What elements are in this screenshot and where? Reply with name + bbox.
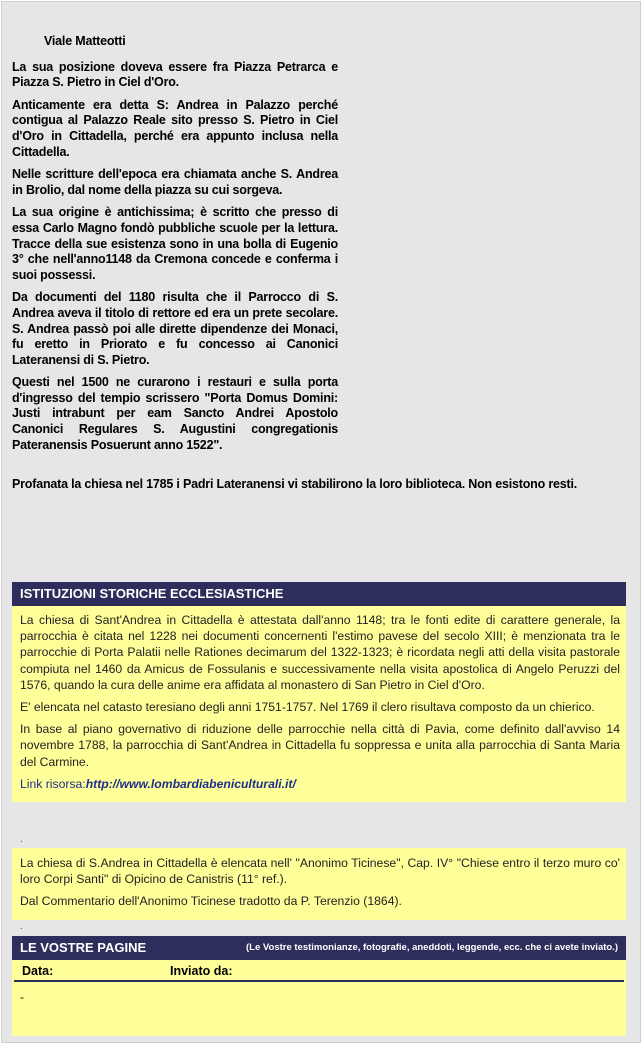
intro-paragraph: Nelle scritture dell'epoca era chiamata anche S. Andrea in Brolio, dal nome della piazza su cui sorgeva.	[12, 167, 338, 197]
intro-paragraph: La sua posizione doveva essere fra Piazza Petrarca e Piazza S. Pietro in Ciel d'Oro.	[12, 59, 338, 90]
istituzioni-header	[12, 582, 626, 606]
intro-paragraph: Da documenti del 1180 risulta che il Parrocco di S. Andrea aveva il titolo di rettore ed era un prete secolare. S. Andrea passò poi alle dirette dipendenze dei Monaci, fu eretto in Priorato e fu concesso ai Canonici Lateranensi di S. Pietro.	[12, 290, 338, 367]
istituzioni-paragraph: In base al piano governativo di riduzione delle parrocchie nella città di Pavia, come definito dall'avviso 14 novembre 1788, la parrocchia di Sant'Andrea in Cittadella fu soppressa e unita alla parrocchia di Santa Maria del Carmine.	[20, 722, 620, 769]
istituzioni-body	[12, 606, 626, 802]
anonimo-paragraph: La chiesa di S.Andrea in Cittadella è elencata nell' "Anonimo Ticinese", Cap. IV° "Chiese entro il terzo muro co' loro Corpi Santi" di Opicino de Canistris (11° ref.).	[20, 856, 620, 887]
intro-text	[12, 34, 338, 460]
anonimo-body	[12, 848, 626, 920]
column-inviato: Inviato da:	[170, 964, 233, 978]
istituzioni-paragraph: La chiesa di Sant'Andrea in Cittadella è attestata dall'anno 1148; tra le fonti edite di carattere generale, la parrocchia è citata nel 1228 nei documenti concernenti l'estimo pavese del secolo XIII; è menzionata tra le parrocchie di Porta Palatii nelle Rationes decimarum del 1322-1323; è ricordata negli atti della visita pastorale compiuta nel 1460 da Amicus de Fossulanis e successivamente nella visita apostolica di Angelo Peruzzi del 1576, quando la cura delle anime era affidata al monastero di San Pietro in Ciel d'Oro.	[20, 613, 620, 692]
pagine-note: (Le Vostre testimonianze, fotografie, aneddoti, leggende, ecc. che ci avete inviato.)	[246, 942, 618, 953]
istituzioni-box	[12, 582, 626, 802]
street-title: Viale Matteotti	[44, 34, 126, 48]
resource-link-label: Link risorsa:	[20, 776, 86, 791]
anonimo-box	[12, 848, 626, 920]
column-data: Data:	[22, 964, 54, 978]
separator-dot: .	[20, 834, 23, 845]
intro-paragraph: La sua origine è antichissima; è scritto che presso di essa Carlo Magno fondò pubbliche scuole per la lettura. Tracce della sue esistenza sono in una bolla di Eugenio 3° che nell'anno1148 da Cremona concede e conferma i suoi possessi.	[12, 205, 338, 282]
istituzioni-title: ISTITUZIONI STORICHE ECCLESIASTICHE	[20, 586, 284, 601]
pagine-title: LE VOSTRE PAGINE	[20, 940, 147, 955]
closing-paragraph: Profanata la chiesa nel 1785 i Padri Lateranensi vi stabilirono la loro biblioteca. Non esistono resti.	[12, 477, 577, 491]
pagine-columns	[14, 960, 624, 982]
istituzioni-paragraph: E' elencata nel catasto teresiano degli anni 1751-1757. Nel 1769 il clero risultava composto da un chierico.	[20, 700, 595, 715]
pagine-header	[12, 936, 626, 960]
resource-link[interactable]: http://www.lombardiabeniculturali.it/	[85, 776, 296, 791]
resource-link-line	[20, 776, 620, 792]
intro-paragraph: Anticamente era detta S: Andrea in Palazzo perché contigua al Palazzo Reale sito presso S. Pietro in Ciel d'Oro in Cittadella, perché era appunto inclusa nella Cittadella.	[12, 97, 338, 159]
separator-dot: .	[20, 921, 23, 932]
intro-paragraph: Questi nel 1500 ne curarono i restauri e sulla porta d'ingresso del tempio scrissero "Porta Domus Domini: Justi intrabunt per eam Sancto Andrei Apostolo Canonici Regulares S. Augustini congregationis Pateranensis Posuerunt anno 1522".	[12, 375, 338, 452]
anonimo-paragraph: Dal Commentario dell'Anonimo Ticinese tradotto da P. Terenzio (1864).	[20, 894, 402, 909]
pagine-box	[12, 936, 626, 1036]
pagine-row: -	[20, 990, 24, 1004]
